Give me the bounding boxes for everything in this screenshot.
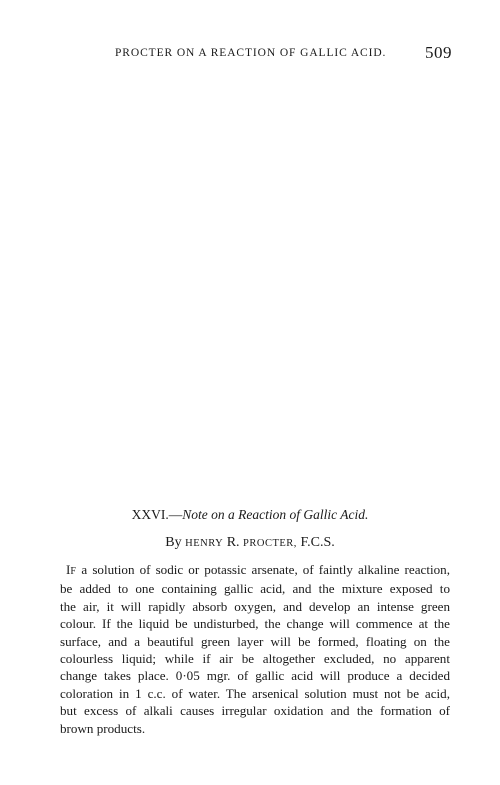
byline-prefix: By: [165, 535, 182, 550]
running-title: PROCTER ON A REACTION OF GALLIC ACID.: [115, 47, 387, 59]
body-line: brown products.: [60, 720, 146, 736]
body-line-text: a solution of sodic or potassic arsenate, of faintly alkaline reaction,: [76, 562, 450, 577]
body-line: colourless liquid; while if air be altogether excluded, no apparent: [60, 651, 450, 667]
first-word-capital: I: [66, 562, 71, 577]
body-line: be added to one containing gallic acid, and the mixture exposed to: [60, 581, 450, 597]
author-middle-initial: R.: [226, 535, 240, 550]
body-line: but excess of alkali causes irregular oxidation and the formation of: [60, 703, 450, 719]
article-number: XXVI.: [131, 507, 169, 522]
body-line: colour. If the liquid be undisturbed, the change will commence at the: [60, 616, 450, 632]
body-line: the air, it will rapidly absorb oxygen, and develop an intense green: [60, 598, 450, 614]
page-number: 509: [425, 43, 452, 62]
body-line: surface, and a beautiful green layer will be formed, floating on the: [60, 633, 450, 649]
author-suffix: F.C.S.: [300, 535, 335, 550]
author-surname: PROCTER,: [243, 538, 297, 549]
body-line: coloration in 1 c.c. of water. The arsenical solution must not be acid,: [60, 685, 450, 701]
body-paragraph: [60, 561, 450, 737]
body-line: change takes place. 0·05 mgr. of gallic acid will produce a decided: [60, 668, 450, 684]
body-line: [60, 561, 450, 580]
title-dash: —: [168, 507, 183, 522]
first-word-rest: F: [70, 566, 77, 577]
running-head: [60, 43, 452, 64]
article-title-text: Note on a Reaction of Gallic Acid.: [182, 507, 369, 522]
byline: [0, 535, 500, 551]
article-title: [0, 507, 500, 523]
author-first-name: HENRY: [185, 538, 224, 549]
